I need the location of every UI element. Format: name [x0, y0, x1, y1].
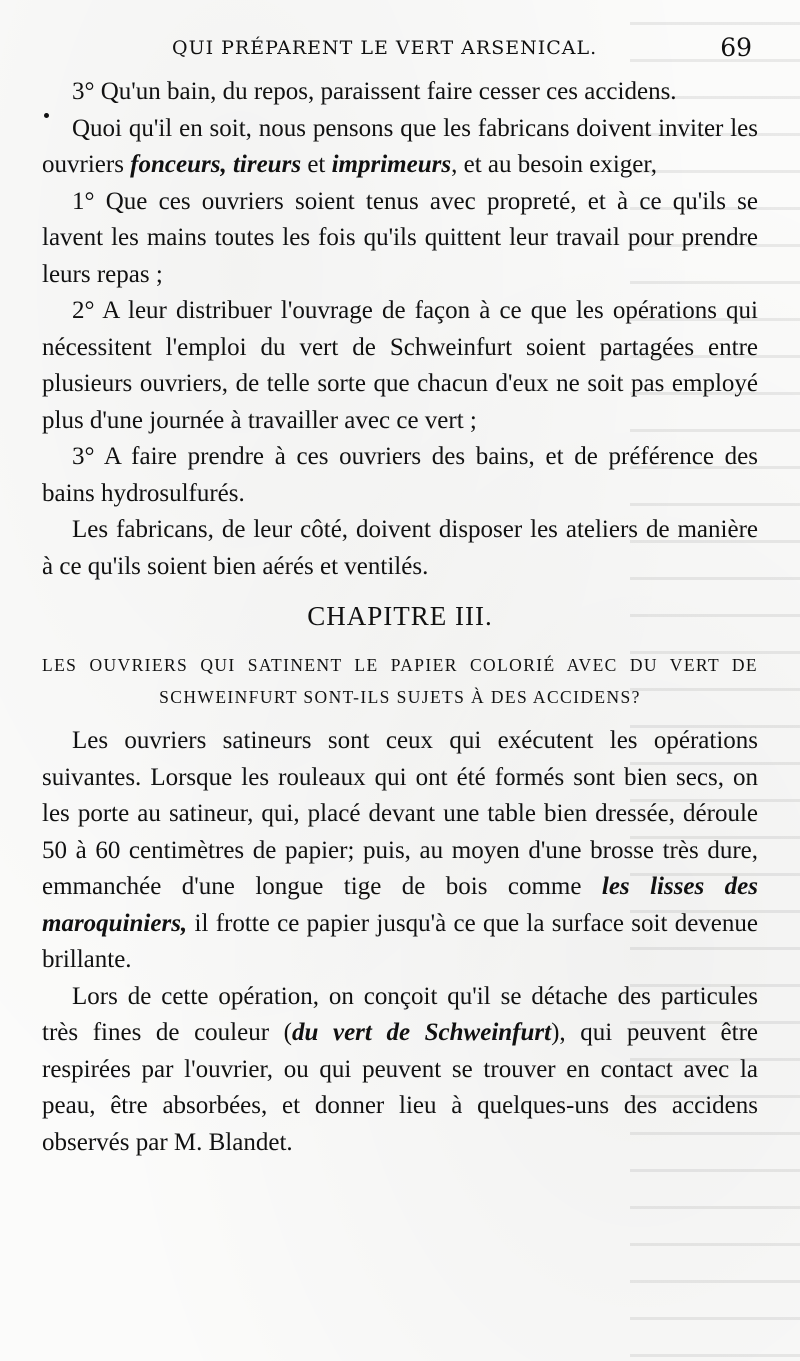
text-run: Les ouvriers satineurs sont ceux qui exécutent les opérations suivantes. Lorsque les rouleaux qui ont été formés sont bien secs, on les porte au satineur, qui, placé devant une table bien dressée, déroule 50 à 60 centimètres de papier; puis, au moyen d'une brosse très dure, emmanchée d'une longue tige de bois comme	[42, 727, 758, 900]
paragraph: 1° Que ces ouvriers soient tenus avec propreté, et à ce qu'ils se lavent les mains toutes les fois qu'ils quittent leur travail pour prendre leurs repas ;	[42, 187, 758, 288]
paragraph: 3° Qu'un bain, du repos, paraissent faire cesser ces accidens.	[72, 78, 677, 105]
text-run: Quoi qu'il en soit, nous pensons que les fabricans doivent inviter les ouvriers	[42, 114, 758, 178]
paragraph	[42, 979, 758, 1162]
paragraph: Les fabricans, de leur côté, doivent disposer les ateliers de manière à ce qu'ils soient bien aérés et ventilés.	[42, 516, 758, 580]
paragraph	[42, 111, 758, 184]
text-run: et	[307, 151, 326, 178]
chapter-subtitle: LES OUVRIERS QUI SATINENT LE PAPIER COLORIÉ AVEC DU VERT DE SCHWEINFURT SONT-ILS SUJETS À DES ACCIDENS?	[42, 655, 758, 707]
emphasis: fonceurs	[130, 151, 221, 178]
emphasis: tireurs	[232, 151, 302, 178]
paragraph	[42, 723, 758, 979]
text-run: Lors de cette opération, on conçoit qu'il se détache des particules très fines de couleur (	[42, 982, 758, 1046]
text-run: , et au besoin exiger,	[451, 151, 657, 178]
running-title: QUI PRÉPARENT LE VERT ARSENICAL.	[172, 37, 598, 59]
text-run: il frotte ce papier jusqu'à ce que la surface soit devenue brillante.	[42, 909, 758, 973]
body-text	[42, 74, 758, 1161]
paragraph: 3° A faire prendre à ces ouvriers des bains, et de préférence des bains hydrosulfurés.	[42, 443, 758, 507]
paragraph: 2° A leur distribuer l'ouvrage de façon à ce que les opérations qui nécessitent l'emploi du vert de Schweinfurt soient partagées entre plusieurs ouvriers, de telle sorte que chacun d'eux ne soit pas employé plus d'une journée à travailler avec ce vert ;	[42, 297, 758, 434]
chapter-title: CHAPITRE III.	[307, 601, 493, 631]
text-run: ), qui peuvent être respirées par l'ouvrier, ou qui peuvent se trouver en contact avec la peau, être absorbées, et donner lieu à quelques-uns des accidens observés par M. Blandet.	[42, 1019, 759, 1156]
page-number: 69	[720, 33, 752, 62]
emphasis: du vert de Schweinfurt	[291, 1019, 552, 1046]
emphasis: les lisses des maroquiniers,	[42, 873, 759, 937]
running-head	[172, 33, 752, 65]
emphasis: ,	[220, 151, 227, 178]
emphasis: imprimeurs	[331, 151, 452, 178]
